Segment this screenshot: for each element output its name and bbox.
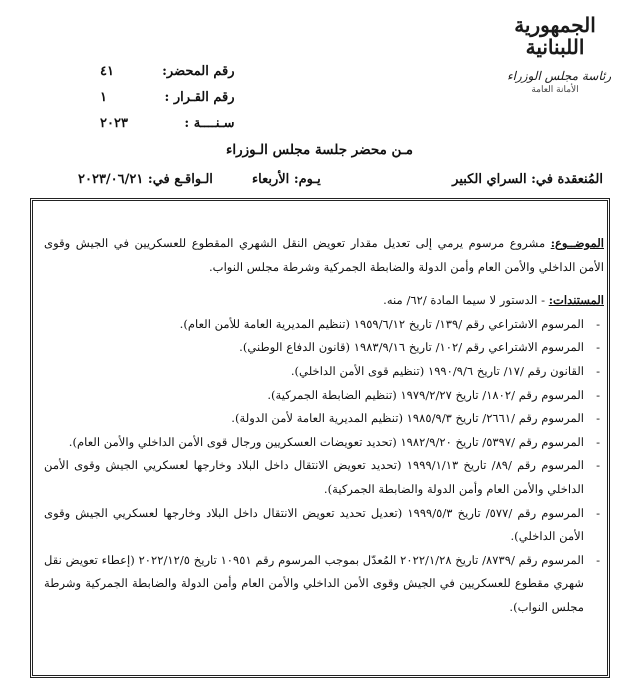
documents-label: المستندات:	[548, 293, 604, 308]
document-item: - المرسوم رقم /٥٧٧/ تاريخ ١٩٩٩/٥/٣ (تعديل تحديد تعويض الانتقال داخل البلاد وخارجها لعسكريي الجيش وقوى الأمن الداخلي).	[44, 505, 600, 544]
document-item: - المرسوم رقم /٨٧٣٩/ تاريخ ٢٠٢٢/١/٢٨ المُعدّل بموجب المرسوم رقم ١٠٩٥١ تاريخ ٢٠٢٢/١٢/٥ (إعطاء تعويض نقل شهري مقطوع للعسكريين في الجيش وقوى الأمن الداخلي والأمن العام وأمن الدولة والضابطة الجمركية وشرطة مجلس النواب).	[44, 552, 600, 614]
logo-line-1: الجمهورية	[514, 13, 596, 37]
session-venue	[452, 172, 603, 187]
date-value: ٢٠٢٣/٠٦/٢١	[78, 172, 144, 187]
subject-text: مشروع مرسوم يرمي إلى تعديل مقدار تعويض النقل الشهري المقطوع للعسكريين في الجيش وقوى الأمن الداخلي والأمن العام وأمن الدولة والضابطة الجمركية وشرطة مجلس النواب.	[44, 236, 604, 274]
republic-logo	[507, 13, 612, 96]
document-item: - المرسوم رقم /٥٣٩٧/ تاريخ ١٩٨٢/٩/٢٠ (تحديد تعويضات العسكريين ورجال قوى الأمن الداخلي والأمن العام).	[68, 434, 600, 449]
subject-label: الموضــوع:	[550, 236, 604, 250]
document-body	[44, 232, 604, 620]
document-item: - المرسوم الاشتراعي رقم /١٠٢/ تاريخ ١٩٨٣/٩/١٦ (قانون الدفاع الوطني).	[239, 340, 600, 355]
session-day	[252, 172, 321, 187]
venue-value: السراي الكبير	[452, 172, 527, 187]
decision-label: رقم القـرار :	[164, 90, 235, 105]
day-value: الأربعاء	[252, 172, 290, 187]
year-label: سـنــــة :	[184, 116, 235, 131]
logo-line-4: الأمانة العامة	[531, 85, 579, 95]
decision-value: ١	[100, 90, 107, 105]
year-value: ٢٠٢٣	[100, 116, 128, 131]
decision-number-row	[100, 90, 235, 105]
documents-first	[44, 289, 604, 313]
document-item: - المرسوم الاشتراعي رقم /١٣٩/ تاريخ ١٩٥٩/٦/١٢ (تنظيم المديرية العامة للأمن العام).	[179, 316, 600, 331]
documents-first-text: - الدستور لا سيما المادة /٦٢/ منه.	[383, 293, 546, 308]
date-label: الـواقـع في:	[147, 172, 213, 187]
logo-line-3: رئاسة مجلس الوزراء	[507, 69, 612, 83]
document-item: - المرسوم رقم /١٨٠٢/ تاريخ ١٩٧٩/٢/٢٧ (تنظيم الضابطة الجمركية).	[267, 387, 600, 402]
document-item: - القانون رقم /١٧/ تاريخ ١٩٩٠/٩/٦ (تنظيم قوى الأمن الداخلي).	[290, 363, 600, 378]
venue-label: المُنعقدة في:	[531, 172, 603, 187]
minutes-label: رقم المحضر:	[162, 64, 235, 79]
document-item: - المرسوم رقم /٨٩/ تاريخ ١٩٩٩/١/١٣ (تحديد تعويض الانتقال داخل البلاد وخارجها لعسكريي الجيش وقوى الأمن الداخلي والأمن العام وأمن الدولة والضابطة الجمركية).	[44, 458, 600, 496]
minutes-value: ٤١	[100, 64, 114, 79]
subject-paragraph	[44, 232, 604, 279]
year-row	[100, 116, 235, 131]
document-item: - المرسوم رقم /٢٦٦١/ تاريخ ١٩٨٥/٩/٣ (تنظيم المديرية العامة لأمن الدولة).	[231, 411, 600, 426]
session-date	[78, 172, 213, 187]
logo-line-2: اللبنانية	[525, 35, 585, 59]
day-label: يـوم:	[293, 172, 321, 187]
page-heading: مـن محضر جلسة مجلس الـوزراء	[225, 142, 414, 158]
minutes-number-row	[100, 64, 235, 79]
